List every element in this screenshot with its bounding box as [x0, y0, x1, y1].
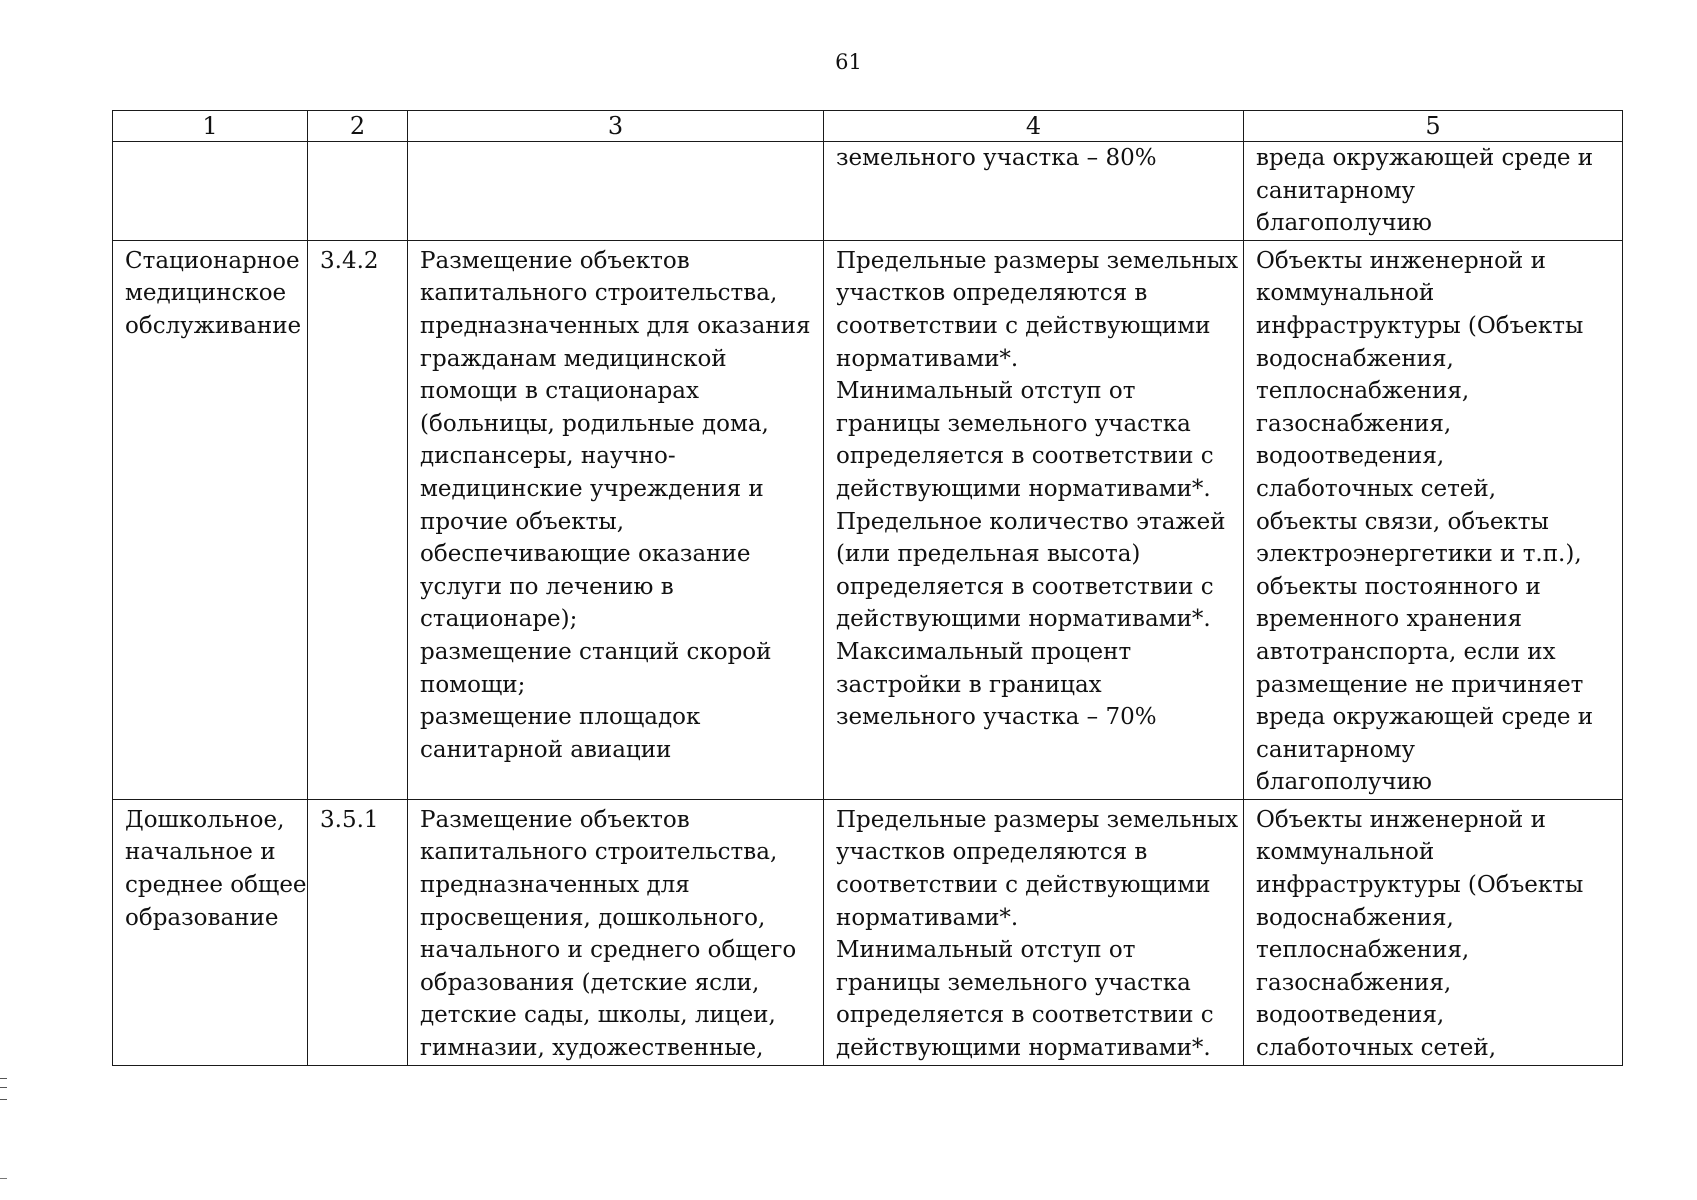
text-line: помощи; [420, 671, 526, 698]
text-line: Размещение объектов [420, 806, 690, 833]
text-line: (больницы, родильные дома, [420, 410, 769, 437]
text-line: предназначенных для оказания [420, 312, 811, 339]
text-line: границы земельного участка [836, 410, 1191, 437]
text-line: гражданам медицинской [420, 345, 727, 372]
margin-tick [0, 1178, 7, 1179]
text-line: капитального строительства, [420, 280, 778, 307]
text-line: (или предельная высота) [836, 541, 1141, 568]
text-line: обеспечивающие оказание [420, 541, 751, 568]
text-line: временного хранения [1256, 606, 1523, 633]
text-line: нормативами*. [836, 904, 1019, 931]
land-use-name [113, 240, 308, 799]
land-use-description [408, 240, 824, 799]
text-line: Предельное количество этажей [836, 508, 1226, 535]
text-line: инфраструктуры (Объекты [1256, 872, 1584, 899]
column-header-1: 1 [113, 111, 308, 142]
text-line: соответствии с действующими [836, 312, 1211, 339]
text-line: благополучию [1256, 210, 1432, 237]
column-header-3: 3 [408, 111, 824, 142]
text-line: действующими нормативами*. [836, 475, 1211, 502]
text-line: слаботочных сетей, [1256, 1035, 1497, 1062]
text-line: объекты связи, объекты [1256, 508, 1549, 535]
text-line: капитального строительства, [420, 839, 778, 866]
text-line: вреда окружающей среде и [1256, 704, 1594, 731]
table-row [113, 240, 1623, 799]
text-line: просвещения, дошкольного, [420, 904, 766, 931]
land-use-description [408, 799, 824, 1065]
text-line: прочие объекты, [420, 508, 625, 535]
text-line: санитарному [1256, 736, 1416, 763]
text-line: услуги по лечению в [420, 573, 674, 600]
land-use-code: 3.4.2 [308, 240, 408, 799]
text-line: Стационарное [125, 247, 300, 274]
continuation-cell-parameters [824, 142, 1244, 241]
text-line: санитарному [1256, 177, 1416, 204]
text-line: стационаре); [420, 606, 578, 633]
text-line: санитарной авиации [420, 736, 672, 763]
text-line: слаботочных сетей, [1256, 475, 1497, 502]
text-line: электроэнергетики и т.п.), [1256, 541, 1582, 568]
land-use-name [113, 799, 308, 1065]
land-use-parameters [824, 240, 1244, 799]
text-line: застройки в границах [836, 671, 1102, 698]
continuation-cell-auxiliary [1244, 142, 1623, 241]
text-line: теплоснабжения, [1256, 378, 1470, 405]
text-line: земельного участка – 70% [836, 704, 1157, 731]
text-line: гимназии, художественные, [420, 1035, 764, 1062]
text-line: Максимальный процент [836, 638, 1132, 665]
text-line: медицинское [125, 280, 287, 307]
text-line: инфраструктуры (Объекты [1256, 312, 1584, 339]
text-line: водоснабжения, [1256, 904, 1454, 931]
text-line: Предельные размеры земельных [836, 806, 1239, 833]
text-line: объекты постоянного и [1256, 573, 1541, 600]
text-line: коммунальной [1256, 280, 1435, 307]
text-line: размещение площадок [420, 704, 701, 731]
text-line: теплоснабжения, [1256, 937, 1470, 964]
continuation-row [113, 142, 1623, 241]
text-line: действующими нормативами*. [836, 1035, 1211, 1062]
text-line: коммунальной [1256, 839, 1435, 866]
text-line: действующими нормативами*. [836, 606, 1211, 633]
text-line: водоснабжения, [1256, 345, 1454, 372]
text-line: предназначенных для [420, 872, 690, 899]
text-line: автотранспорта, если их [1256, 638, 1556, 665]
text-line: медицинские учреждения и [420, 475, 764, 502]
text-line: нормативами*. [836, 345, 1019, 372]
text-line: Минимальный отступ от [836, 937, 1136, 964]
text-line: детские сады, школы, лицеи, [420, 1002, 776, 1029]
continuation-cell-description [408, 142, 824, 241]
text-line: диспансеры, научно- [420, 443, 676, 470]
text-line: размещение станций скорой [420, 638, 772, 665]
text-line: вреда окружающей среде и [1256, 145, 1594, 171]
text-line: соответствии с действующими [836, 872, 1211, 899]
column-header-5: 5 [1244, 111, 1623, 142]
text-line: Минимальный отступ от [836, 378, 1136, 405]
text-line: границы земельного участка [836, 969, 1191, 996]
text-line: Объекты инженерной и [1256, 247, 1546, 274]
text-line: Объекты инженерной и [1256, 806, 1546, 833]
land-use-code: 3.5.1 [308, 799, 408, 1065]
column-header-2: 2 [308, 111, 408, 142]
continuation-cell-name [113, 142, 308, 241]
text-line: участков определяются в [836, 839, 1148, 866]
text-line: начальное и [125, 839, 276, 866]
text-line: начального и среднего общего [420, 937, 797, 964]
text-line: водоотведения, [1256, 443, 1445, 470]
table-row [113, 799, 1623, 1065]
land-use-table [112, 110, 1623, 1066]
text-line: помощи в стационарах [420, 378, 699, 405]
text-line: благополучию [1256, 769, 1432, 796]
land-use-auxiliary [1244, 240, 1623, 799]
column-header-4: 4 [824, 111, 1244, 142]
text-line: газоснабжения, [1256, 410, 1452, 437]
text-line: водоотведения, [1256, 1002, 1445, 1029]
text-line: размещение не причиняет [1256, 671, 1584, 698]
text-line: Дошкольное, [125, 806, 285, 833]
text-line: определяется в соответствии с [836, 1002, 1214, 1029]
continuation-cell-code [308, 142, 408, 241]
text-line: образование [125, 904, 279, 931]
text-line: Размещение объектов [420, 247, 690, 274]
text-line: определяется в соответствии с [836, 443, 1214, 470]
land-use-auxiliary [1244, 799, 1623, 1065]
table-header-row [113, 111, 1623, 142]
page-number: 61 [835, 50, 862, 74]
text-line: Предельные размеры земельных [836, 247, 1239, 274]
text-line: определяется в соответствии с [836, 573, 1214, 600]
land-use-parameters [824, 799, 1244, 1065]
text-line: обслуживание [125, 312, 302, 339]
text-line: земельного участка – 80% [836, 145, 1157, 171]
text-line: участков определяются в [836, 280, 1148, 307]
text-line: газоснабжения, [1256, 969, 1452, 996]
margin-mark [0, 1078, 7, 1100]
text-line: образования (детские ясли, [420, 969, 760, 996]
text-line: среднее общее [125, 872, 307, 899]
